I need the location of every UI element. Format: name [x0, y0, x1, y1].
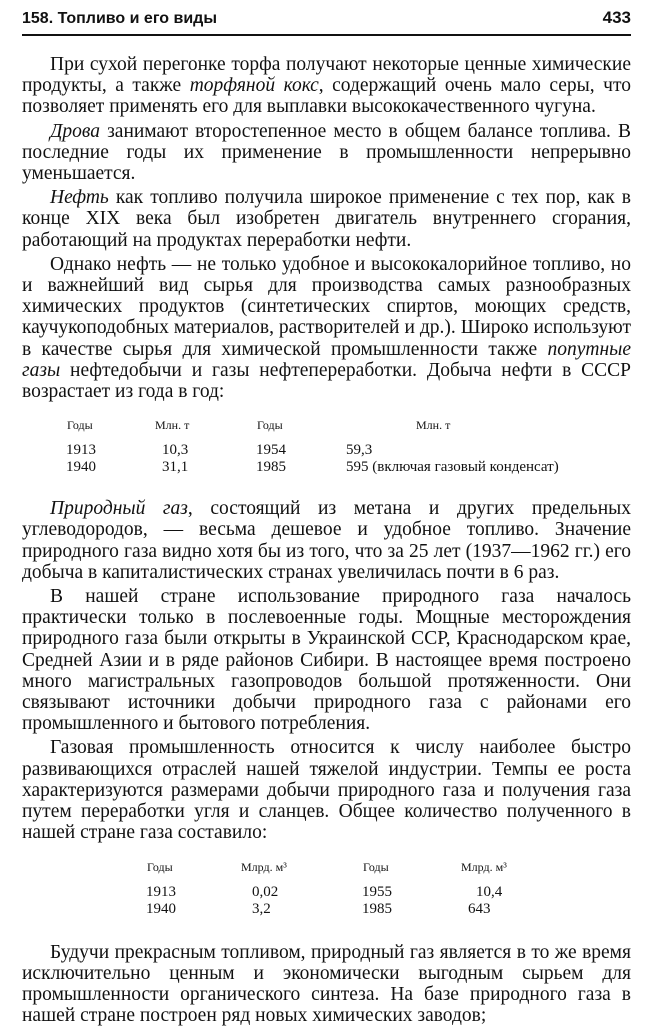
paragraph-peat: При сухой перегонке торфа получают некоторые ценные химические продукты, а также торфяной кокс, содержащий очень мало серы, что позволяет применять его для выплавки высококачественного чугуна.: [22, 54, 631, 118]
header-rule: [22, 34, 631, 36]
paragraph-natural-gas: Природный газ, состоящий из метана и других предельных углеводородов, — весьма дешевое и удобное топливо. Значение природного газа видно хотя бы из того, что за 25 лет (1937—1962 гг.) его добыча в капиталистических странах увеличилась почти в 6 раз.: [22, 498, 631, 583]
table-header-row: Годы Млн. т Годы Млн. т: [66, 416, 559, 442]
oil-production-table: [66, 416, 559, 476]
table-row: 1940 31,1 1985 595 (включая газовый конденсат): [66, 459, 559, 476]
table-header-row: Годы Млрд. м³ Годы Млрд. м³: [146, 858, 508, 884]
paragraph-gas-raw-material: Будучи прекрасным топливом, природный газ является в то же время исключительно ценным и экономически выгодным сырьем для промышленности органического синтеза. На базе природного газа в нашей стране построен ряд новых химических заводов;: [22, 942, 631, 1026]
gas-production-table: [146, 858, 508, 918]
table-row: 1940 3,2 1985 643: [146, 901, 508, 918]
table-row: 1913 10,3 1954 59,3: [66, 442, 559, 459]
table-row: 1913 0,02 1955 10,4: [146, 884, 508, 901]
paragraph-oil: Нефть как топливо получила широкое применение с тех пор, как в конце XIX века был изобретен двигатель внутреннего сгорания, работающий на продуктах переработки нефти.: [22, 187, 631, 251]
paragraph-gas-industry: Газовая промышленность относится к числу наиболее быстро развивающихся отраслей нашей тяжелой индустрии. Темпы ее роста характеризуются размерами добычи природного газа и получения газа путем переработки угля и сланцев. Общее количество полученного в нашей стране газа составило:: [22, 737, 631, 843]
running-header: [22, 8, 631, 32]
section-title: 158. Топливо и его виды: [22, 10, 217, 28]
paragraph-gas-usage: В нашей стране использование природного газа началось практически только в послевоенные годы. Мощные месторождения природного газа были открыты в Украинской ССР, Краснодарском крае, Средней Азии и в ряде районов Сибири. В настоящее время построено много магистральных газопроводов большой протяженности. Они связывают источники добычи природного газа с районами его промышленного и бытового потребления.: [22, 586, 631, 734]
paragraph-oil-raw-material: Однако нефть — не только удобное и высококалорийное топливо, но и важнейший вид сырья для производства самых разнообразных химических продуктов (синтетических спиртов, моющих средств, каучукоподобных материалов, растворителей и др.). Широко используют в качестве сырья для химической промышленности также попутные газы нефтедобычи и газы нефтепереработки. Добыча нефти в СССР возрастает из года в год:: [22, 254, 631, 402]
paragraph-firewood: Дрова занимают второстепенное место в общем балансе топлива. В последние годы их применение в промышленности непрерывно уменьшается.: [22, 121, 631, 185]
page-number: 433: [603, 8, 631, 28]
